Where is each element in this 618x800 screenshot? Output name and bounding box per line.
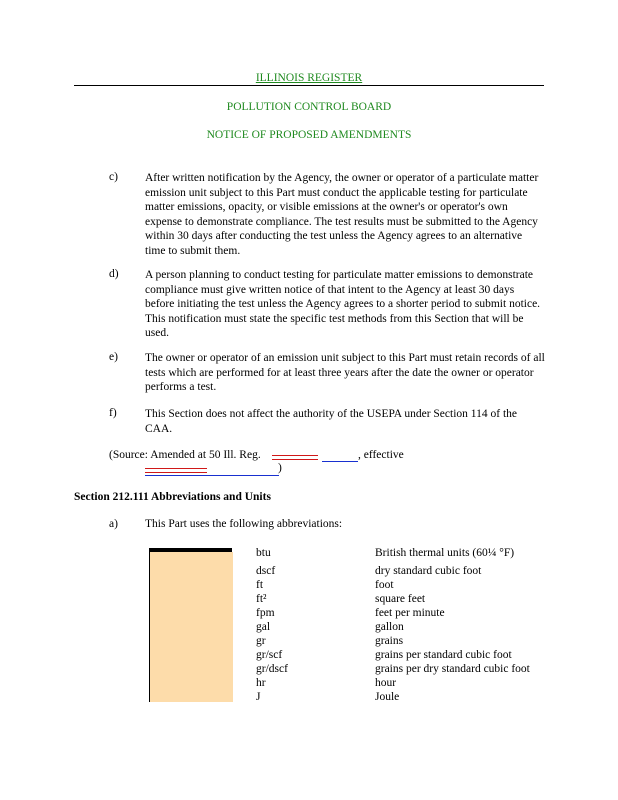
item-text-f: This Section does not affect the authority of the USEPA under Section 114 of the CAA. (145, 408, 517, 435)
section-item-text: This Part uses the following abbreviations: (145, 518, 343, 530)
abbr-row: hr (256, 677, 266, 689)
def-row: grains per dry standard cubic foot (375, 663, 530, 675)
item-text-d: A person planning to conduct testing for particulate matter emissions to demonstrate compliance must give written notice of that intent to the Agency at least 30 days before initiating the test unless the Agency agrees to a shorter period to submit notice. This notification must state the specific test methods from this Section that will be used. (145, 269, 541, 340)
placeholder-block (149, 552, 233, 702)
source-effective: , effective (358, 449, 404, 461)
redline-mark (272, 455, 318, 460)
def-row: Joule (375, 691, 400, 703)
def-row: dry standard cubic foot (375, 565, 482, 577)
def-row: British thermal units (60¼ °F) (375, 547, 515, 559)
abbr-row: ft² (256, 593, 267, 605)
blank-underline (322, 461, 358, 462)
source-close: ) (278, 462, 282, 474)
abbr-row: ft (256, 579, 264, 591)
abbr-row: J (256, 691, 261, 703)
def-row: square feet (375, 593, 426, 605)
section-item-marker: a) (109, 518, 118, 530)
board-title: POLLUTION CONTROL BOARD (226, 101, 392, 113)
def-row: feet per minute (375, 607, 445, 619)
item-marker-e: e) (109, 351, 118, 363)
def-row: grains (375, 635, 404, 647)
abbr-row: btu (256, 547, 271, 559)
item-marker-c: c) (109, 171, 118, 183)
item-marker-d: d) (109, 268, 119, 280)
def-row: foot (375, 579, 394, 591)
definition-column (375, 546, 530, 704)
section-heading: Section 212.111 Abbreviations and Units (74, 491, 271, 503)
def-row: hour (375, 677, 397, 689)
abbr-row: fpm (256, 607, 275, 619)
abbr-row: gal (256, 621, 271, 633)
source-prefix: (Source: Amended at 50 Ill. Reg. (109, 449, 261, 461)
header-rule (74, 85, 544, 86)
item-text-c: After written notification by the Agency, the owner or operator of a particulate matter emission unit subject to this Part must conduct the applicable testing for particulate matter emissions, opacity, or visible emissions at the owner's or operator's own expense to demonstrate compliance. The test results must be submitted to the Agency within 30 days after conducting the test unless the Agency agrees to an alternative time to submit them. (145, 172, 539, 257)
def-row: grains per standard cubic foot (375, 649, 512, 661)
abbreviation-column (256, 546, 288, 704)
abbr-row: gr (256, 635, 266, 647)
notice-title: NOTICE OF PROPOSED AMENDMENTS (206, 129, 412, 141)
item-text-e: The owner or operator of an emission unit subject to this Part must retain records of all tests which are performed for at least three years after the date the owner or operator performs a test. (145, 352, 545, 394)
register-title: ILLINOIS REGISTER (255, 72, 363, 84)
abbr-row: gr/scf (256, 649, 283, 661)
abbr-row: dscf (256, 565, 276, 577)
blank-underline-2 (145, 475, 279, 476)
abbr-row: gr/dscf (256, 663, 288, 675)
item-marker-f: f) (109, 407, 117, 419)
def-row: gallon (375, 621, 404, 633)
redline-mark-2 (145, 468, 207, 473)
